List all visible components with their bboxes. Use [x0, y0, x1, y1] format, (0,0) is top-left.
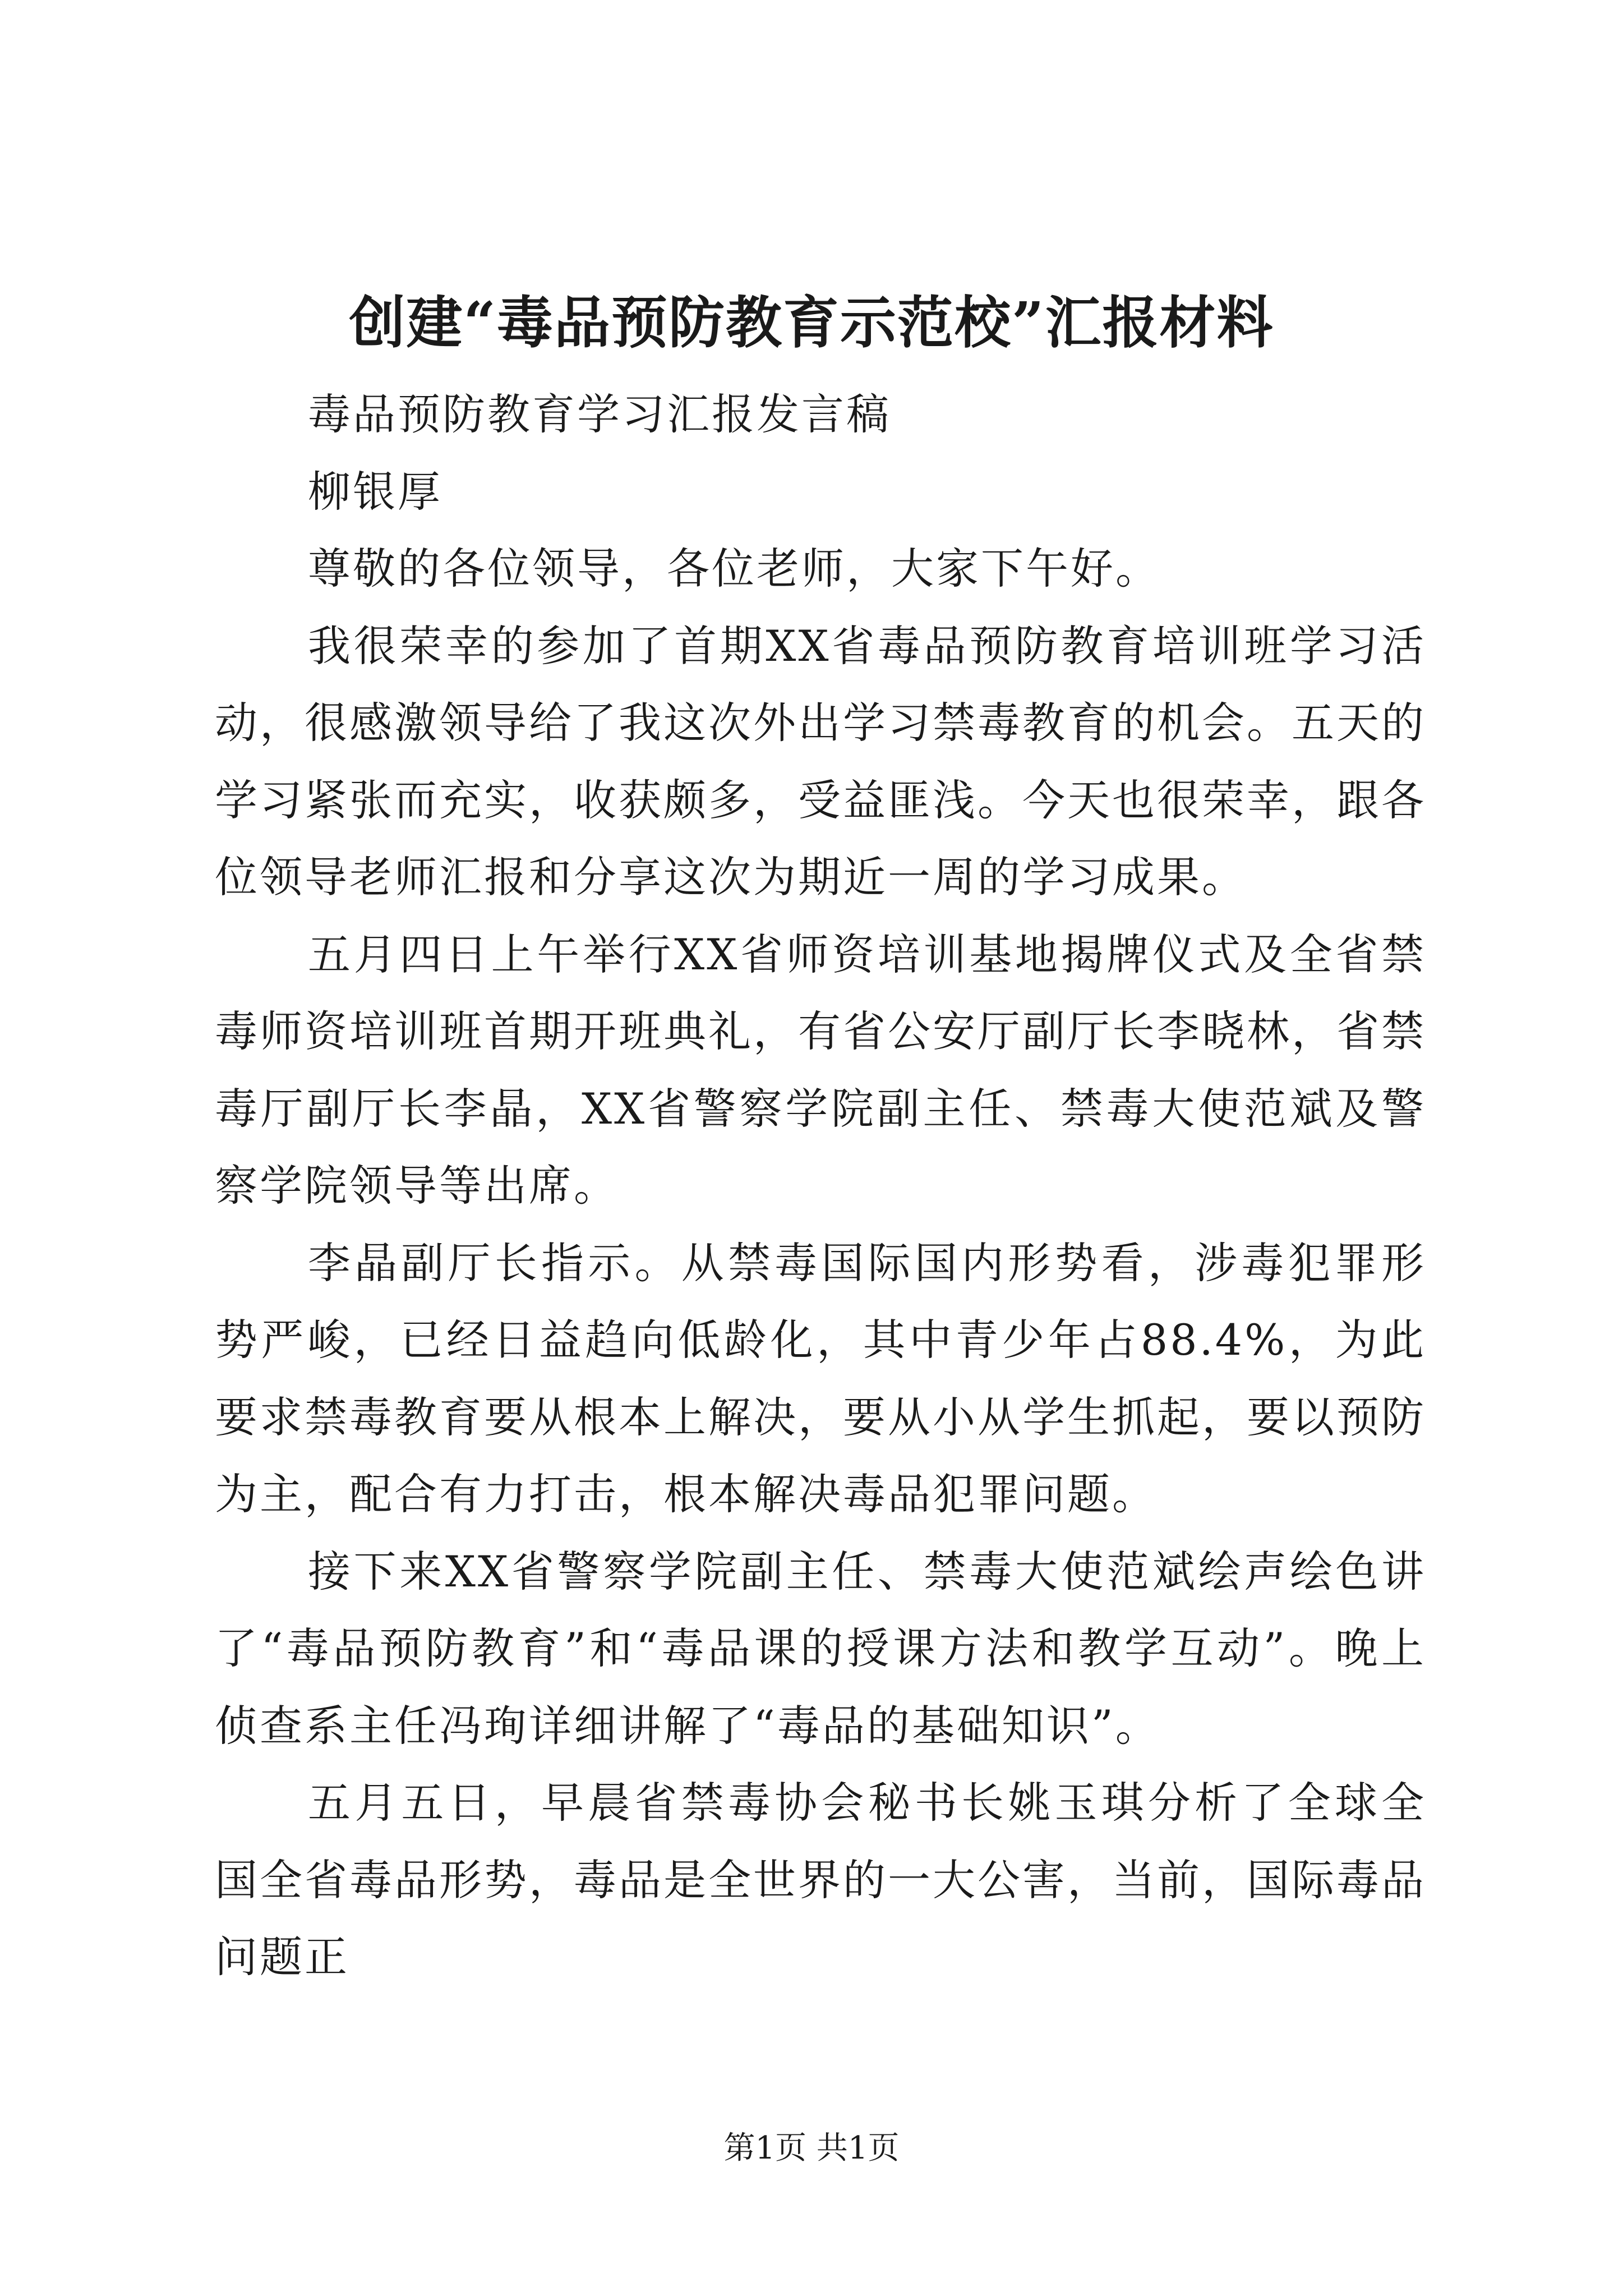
subtitle-paragraph: 毒品预防教育学习汇报发言稿 [308, 389, 891, 439]
body-paragraph: 接下来XX省警察学院副主任、禁毒大使范斌绘声绘色讲了“毒品预防教育”和“毒品课的授课方法和教学互动”。晚上侦查系主任冯珣详细讲解了“毒品的基础知识”。 [215, 1546, 1426, 1751]
document-title: 创建“毒品预防教育示范校”汇报材料 [349, 289, 1274, 356]
body-paragraph: 五月五日，早晨省禁毒协会秘书长姚玉琪分析了全球全国全省毒品形势，毒品是全世界的一大公害，当前，国际毒品问题正 [215, 1778, 1426, 1982]
page-footer: 第1页 共1页 [723, 2130, 900, 2166]
body-paragraph: 李晶副厅长指示。从禁毒国际国内形势看，涉毒犯罪形势严峻，已经日益趋向低龄化，其中青少年占88.4%，为此要求禁毒教育要从根本上解决，要从小从学生抓起，要以预防为主，配合有力打击，根本解决毒品犯罪问题。 [215, 1237, 1426, 1519]
body-paragraph: 五月四日上午举行XX省师资培训基地揭牌仪式及全省禁毒师资培训班首期开班典礼，有省公安厅副厅长李晓林，省禁毒厅副厅长李晶，XX省警察学院副主任、禁毒大使范斌及警察学院领导等出席。 [215, 929, 1426, 1211]
greeting-paragraph: 尊敬的各位领导，各位老师，大家下午好。 [308, 544, 1160, 593]
author-paragraph: 柳银厚 [308, 466, 442, 517]
document-body [215, 376, 1426, 1996]
body-paragraph: 我很荣幸的参加了首期XX省毒品预防教育培训班学习活动，很感激领导给了我这次外出学习禁毒教育的机会。五天的学习紧张而充实，收获颇多，受益匪浅。今天也很荣幸，跟各位领导老师汇报和分享这次为期近一周的学习成果。 [215, 620, 1426, 902]
